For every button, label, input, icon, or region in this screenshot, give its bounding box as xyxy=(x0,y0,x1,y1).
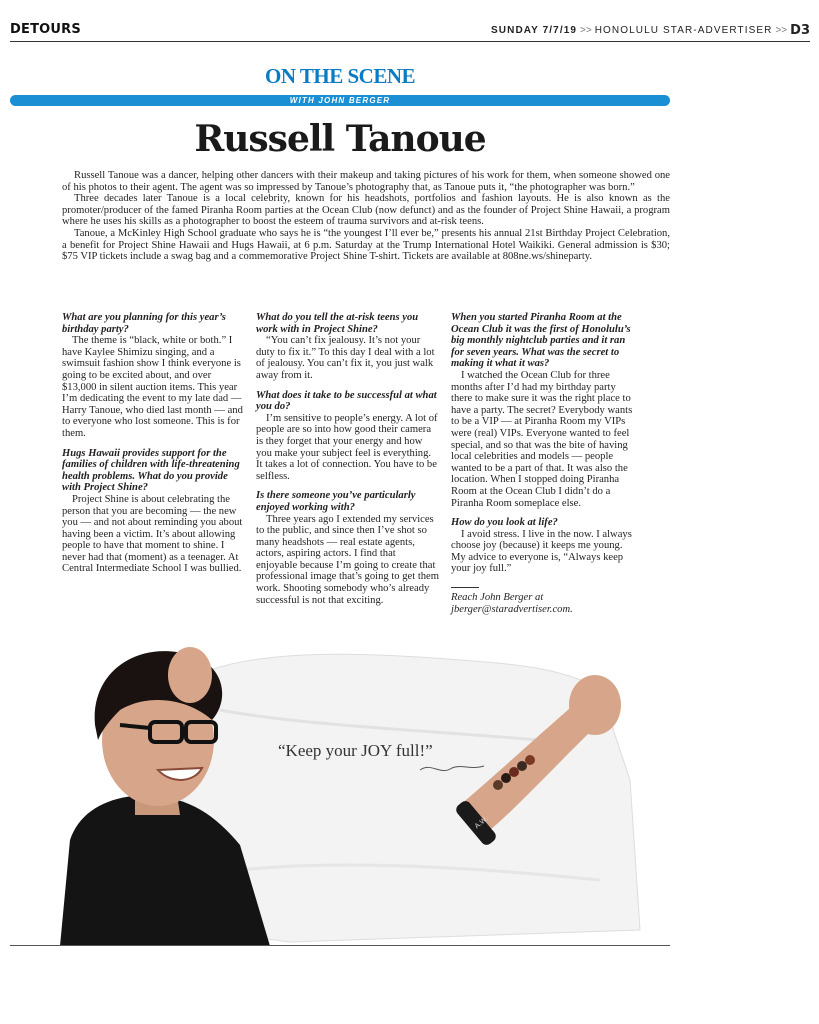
answer: Three years ago I extended my services to the public, and since then I’ve shot so many headshots — real estate agents, actors, aspiring actors. I find that enjoyable because I’m going to create that professional image that’s going to get them work. Shooting somebody who’s already successful is not that exciting. xyxy=(256,513,440,606)
qa-column-1 xyxy=(62,312,245,575)
intro-paragraph: Russell Tanoue was a dancer, helping other dancers with their makeup and taking pictures of his work for them, when someone showed one of his photos to their agent. The agent was so impressed by Tanoue’s photography that, as Tanoue puts it, “the photographer was born.” xyxy=(62,170,670,193)
question: Hugs Hawaii provides support for the families of children with life-threatening health problems. What do you provide with Project Shine? xyxy=(62,447,240,494)
section-name: DETOURS xyxy=(10,22,81,37)
question: Is there someone you’ve particularly enjoyed working with? xyxy=(256,490,416,513)
question: What does it take to be successful at what you do? xyxy=(256,389,437,413)
signoff: Reach John Berger at jberger@staradvertiser.com. xyxy=(451,592,573,615)
newspaper-name: HONOLULU STAR-ADVERTISER xyxy=(594,25,773,36)
question: How do you look at life? xyxy=(451,517,558,529)
column-title: ON THE SCENE xyxy=(265,64,415,88)
answer: Project Shine is about celebrating the person that you are becoming — the new you — and not about reminding you about having been a victim. It’s about allowing people to have that moment to shine. I never had that (moment) as a teenager. At Central Intermediate School I was bullied. xyxy=(62,493,243,575)
intro-paragraph: Tanoue, a McKinley High School graduate who says he is “the youngest I’ll ever be,” presents his annual 21st Birthday Project Celebration, a benefit for Project Shine Hawaii and Hugs Hawaii, at 6 p.m. Saturday at the Trump International Hotel Waikiki. General admission is $30; $75 VIP tickets include a swag bag and a commemorative Project Shine T-shirt. Tickets are available at 808ne.ws/shineparty. xyxy=(62,227,670,263)
headline: Russell Tanoue xyxy=(194,118,486,160)
question: When you started Piranha Room at the Ocean Club it was the first of Honolulu’s big monthly nightclub parties and it ran for seven years. What was the secret to making it what it was? xyxy=(451,312,631,370)
folio-separator: >> xyxy=(580,25,592,36)
answer: “You can’t fix jealousy. It’s not your duty to fix it.” To this day I deal with a lot of jealousy. You can’t fix it, you just walk away from it. xyxy=(256,335,435,381)
page-number: D3 xyxy=(790,23,810,38)
page-folio xyxy=(10,22,810,40)
folio-separator: >> xyxy=(775,25,788,36)
question: What do you tell the at-risk teens you work with in Project Shine? xyxy=(256,312,419,335)
folio-info xyxy=(491,22,810,37)
qa-column-3 xyxy=(451,312,634,615)
qa-column-2 xyxy=(256,312,439,606)
bracelet-text: A.W. xyxy=(473,815,490,831)
signoff-rule xyxy=(451,587,479,588)
intro-text xyxy=(62,170,670,263)
portrait-photo xyxy=(40,630,670,946)
answer: I avoid stress. I live in the now. I always choose joy (because) it keeps me young. My advice to everyone is, “Always keep your joy full.” xyxy=(451,528,632,575)
question: What are you planning for this year’s birthday party? xyxy=(62,312,226,335)
answer: I watched the Ocean Club for three months after I’d had my birthday party there to make sure it was the right place to have a party. The secret? Everybody wants to be a VIP — at Piranha Room my VIPs were (real) VIPs. Everyone wanted to feel special, and so that was the bite of having local celebrities and models — people wanted to be a part of that. It was also the location. When I stopped doing Piranha Room at the Ocean Club I didn’t do a Piranha Room someplace else. xyxy=(451,369,633,509)
intro-paragraph: Three decades later Tanoue is a local celebrity, known for his headshots, portfolios and fashion layouts. He is also known as the promoter/producer of the famed Piranha Room parties at the Ocean Club (now defunct) and as the founder of Project Shine Hawaii, a program where he uses his skills as a photographer to boost the esteem of trauma survivors and at-risk teens. xyxy=(62,193,670,228)
shirt-quote: “Keep your JOY full!” xyxy=(278,741,433,760)
issue-date: SUNDAY 7/7/19 xyxy=(491,25,578,36)
photo-base-rule xyxy=(10,945,670,946)
column-byline: WITH JOHN BERGER xyxy=(289,96,391,105)
folio-rule xyxy=(10,41,810,42)
answer: The theme is “black, white or both.” I have Kaylee Shimizu singing, and a swimsuit fashion show I think everyone is going to be excited about, and over $13,000 in silent auction items. This year I’m dedicating the event to my late dad — Harry Tanoue, who died last month — and to everyone who lost someone. This is for them. xyxy=(62,335,243,439)
answer: I’m sensitive to people’s energy. A lot of people are so into how good their camera is they forget that your energy and how you make your subject feel is everything. It takes a lot of connection. You have to be selfless. xyxy=(256,412,438,482)
